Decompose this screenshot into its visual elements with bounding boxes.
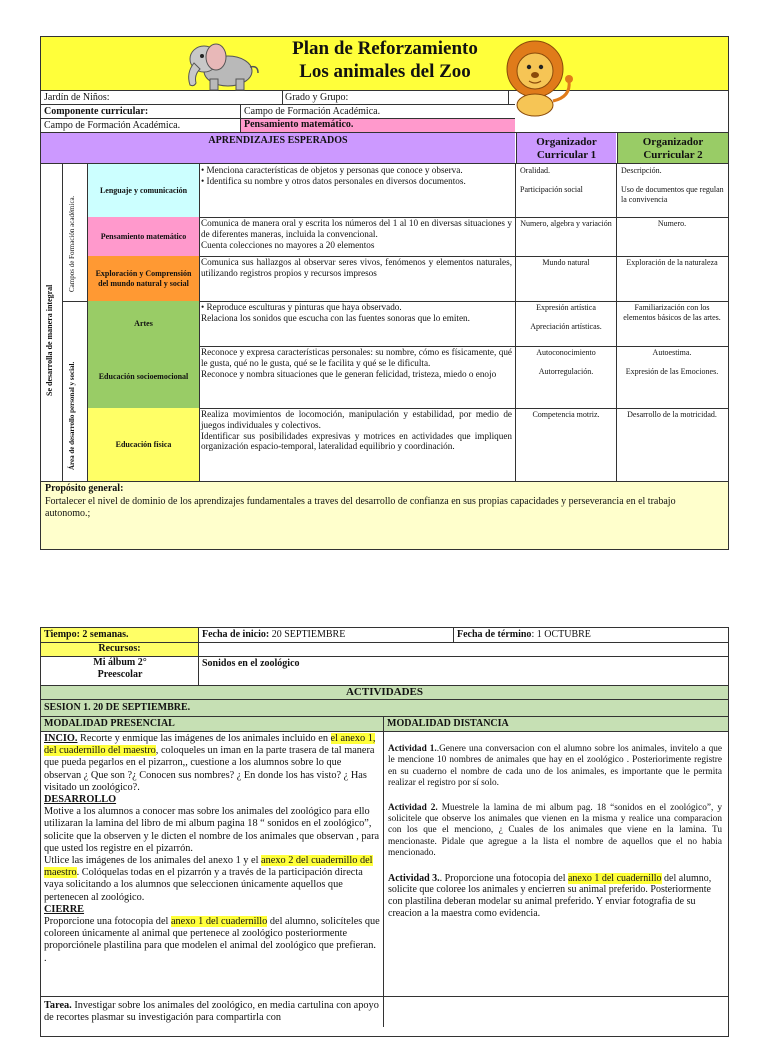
aprendizaje-text: Comunica sus hallazgos al observar seres vivos, fenómenos y elementos naturales, utilizando registros propios y recursos impresos (201, 257, 512, 278)
plan-title: Plan de Reforzamiento (292, 38, 478, 59)
campo-value: Campo de Formación Académica. (44, 120, 181, 131)
inicio-highlight: el anexo 1, del cuadernillo del maestro (44, 733, 376, 757)
divider (616, 217, 617, 256)
actividad3-text-b: del alumno, solicite que coloree los animales y encierren su animal preferido. Posteriormente con plastilina deberan modelar su animal preferido. Y enviar fotografia de su creacion a la maestra como evidencia. (388, 872, 712, 920)
proposito-text: Fortalecer el nivel de dominio de los aprendizajes fundamentales a traves del desarrollo de confianza en sus propias capacidades y perseverancia en el trabajo autonomo.; (45, 496, 676, 519)
inicio-title: INCIO. (44, 733, 78, 744)
divider (616, 301, 617, 346)
recursos-label: Recursos: (41, 643, 198, 656)
divider (515, 164, 516, 217)
org2-value: Desarrollo de la motricidad. (627, 410, 717, 419)
inicio-text-b: , coloqueles un iman en la parte trasera de tal manera que pueda pegarlos en el pizarron,, cuestione a los alumnos sobre lo que observan ¿ Que son ?¿ Conocen sus nombres? ¿ En donde los has visto? ¿ Has visitado un zoológico?. (44, 745, 375, 793)
fecha-termino (454, 628, 728, 642)
distancia-header: MODALIDAD DISTANCIA (384, 717, 728, 731)
area-cell (88, 164, 200, 217)
actividad3-title: Actividad 3. (388, 872, 440, 884)
divider (41, 996, 728, 997)
divider (616, 164, 617, 217)
componente-value: Campo de Formación Académica. (244, 106, 381, 117)
area-cell (88, 301, 200, 346)
plan-subtitle: Los animales del Zoo (299, 61, 471, 82)
jardin-label: Jardín de Niños: (44, 92, 110, 103)
area-label: Lenguaje y comunicación (99, 185, 188, 195)
sonidos-label: Sonidos en el zoológico (202, 658, 300, 669)
tiempo-label: Tiempo: 2 semanas. (41, 628, 198, 642)
org2-value: Descripción. Uso de documentos que regulan la convivencia (621, 166, 724, 204)
aprendizaje-text: Comunica de manera oral y escrita los números del 1 al 10 en diversas situaciones y de diferentes maneras, incluida la convencional. Cuenta colecciones no mayores a 20 elementos (201, 218, 512, 250)
grado-label: Grado y Grupo: (285, 92, 349, 103)
area-cell (88, 217, 200, 256)
actividades-header: ACTIVIDADES (41, 686, 728, 699)
divider (508, 91, 509, 104)
presencial-content (44, 733, 380, 965)
actividad3-highlight: anexo 1 del cuadernillo (567, 872, 662, 884)
pensamiento-value: Pensamiento matemático. (241, 119, 515, 132)
area-side-label: Área de desarrollo personal y social. (68, 361, 76, 470)
cierre-text-b: del alumno, solicíteles que coloreen únicamente al animal que pertenece al zoológico posteriormente proporciónele plastilina para que modelen el animal del zoológico que prefieran. . (44, 916, 380, 964)
desarrollo-title: DESARROLLO (44, 794, 117, 806)
desarrollo-highlight: anexo 2 del cuadernillo del maestro (44, 855, 373, 879)
fecha-inicio-value: 20 SEPTIEMBRE (269, 629, 346, 640)
divider (41, 104, 515, 105)
divider (63, 301, 88, 302)
org2-value: Exploración de la naturaleza (626, 258, 718, 267)
distancia-content (388, 744, 722, 920)
elephant-illustration (178, 37, 266, 91)
componente-label: Componente curricular: (44, 106, 149, 117)
desarrollo-text-b: . Colóquelas todas en el pizarrón y a través de la participación directa vaya solicitando a los alumnos que seleccionen únicamente aquellos que pertenecen al zoológico. (44, 867, 363, 903)
campos-side-label: Campos de Formación académica. (68, 195, 76, 292)
tarea-title: Tarea. (44, 1000, 72, 1011)
aprendizaje-text: • Menciona características de objetos y personas que conoce y observa. • Identifica su nombre y otros datos personales en diversos documentos. (201, 165, 466, 186)
fecha-termino-value: : 1 OCTUBRE (531, 629, 591, 640)
fecha-termino-label: Fecha de término (457, 629, 532, 640)
divider (515, 256, 516, 301)
outer-side-label: Se desarrolla de manera integral (45, 284, 54, 396)
presencial-header: MODALIDAD PRESENCIAL (41, 717, 383, 731)
area-label: Educación socioemocional (98, 372, 189, 382)
actividad1-text: .Genere una conversacion con el alumno sobre los animales, invitelo a que le mencione 10 nombres de animales que hay en el zoológico . Posteriorimente registre en su cuaderno el nombre de cada uno de los animales, es importante que le permita realizar el registro por sí solo. (388, 744, 722, 789)
area-label: Educación física (115, 439, 172, 449)
tarea-content (44, 1000, 380, 1024)
aprendizajes-header: APRENDIZAJES ESPERADOS (41, 133, 515, 163)
divider (515, 217, 516, 256)
divider (282, 91, 283, 104)
area-label: Pensamiento matemático (100, 231, 187, 241)
org2-value: Numero. (657, 219, 687, 228)
actividad2-title: Actividad 2. (388, 802, 438, 813)
area-cell (88, 346, 200, 408)
sesion-header: SESION 1. 20 DE SEPTIEMBRE. (41, 700, 728, 716)
cierre-title: CIERRE (44, 903, 85, 915)
area-cell (88, 256, 200, 301)
org1-value: Oralidad. Participación social (520, 166, 583, 194)
proposito-label: Propósito general: (45, 483, 124, 494)
divider (515, 408, 516, 481)
divider (41, 731, 728, 732)
actividad3-text-a: . Proporcione una fotocopia del (439, 872, 568, 884)
actividad2-text: Muestrele la lamina de mi album pag. 18 “sonidos en el zoológico”, y solicitele que observe los animales que vienen en la misma y realice una comparacion con los que el menciono, ¿ Cuales de los animales que viene en la lamina. Tu mencionaste. Pidale que agregue a la lista el nombre de aquellos que el no habia mencionado. (388, 802, 722, 859)
aprendizaje-text: Realiza movimientos de locomoción, manipulación y estabilidad, por medio de juegos individuales y colectivos. Identificar sus posibilidades expresivas y motrices en actividades que impliquen organización espacio-temporal, lateralidad equilibrio y coordinación. (201, 409, 512, 452)
fecha-inicio-label: Fecha de inicio: (202, 629, 270, 640)
aprendizaje-text: Reconoce y expresa características personales: su nombre, cómo es físicamente, qué le gusta, qué no le gusta, qué se le facilita y qué se le dificulta. Reconoce y nombra situaciones que le generan felicidad, tristeza, miedo o enojo (201, 347, 512, 379)
divider (616, 256, 617, 301)
org1-value: Competencia motriz. (532, 410, 600, 419)
tarea-text: Investigar sobre los animales del zoológico, en media cartulina con apoyo de recortes plasmar su investigación para compartirla con (44, 1000, 379, 1024)
album-label: Mi álbum 2° Preescolar (93, 657, 147, 680)
org1-value: Expresión artística Apreciación artísticas. (530, 303, 602, 331)
divider (616, 408, 617, 481)
org1-header: Organizador Curricular 1 (516, 133, 616, 163)
divider (515, 346, 516, 408)
cierre-highlight: anexo 1 del cuadernillo (170, 916, 268, 928)
fecha-inicio (199, 628, 453, 642)
divider (515, 301, 516, 346)
divider (616, 346, 617, 408)
aprendizaje-text: • Reproduce esculturas y pinturas que haya observado. Relaciona los sonidos que escucha con las fuentes sonoras que lo emiten. (201, 302, 470, 323)
area-cell (88, 408, 200, 481)
area-label: Artes (134, 318, 153, 328)
cierre-text-a: Proporcione una fotocopia del (44, 916, 171, 928)
area-label: Exploración y Comprensión del mundo natural y social (95, 269, 192, 288)
org2-value: Familiarización con los elementos básicos de las artes. (623, 303, 721, 322)
org1-value: Numero, algebra y variación (520, 219, 612, 228)
divider (383, 717, 384, 1027)
org1-value: Mundo natural (542, 258, 590, 267)
org2-header: Organizador Curricular 2 (617, 133, 728, 163)
inicio-text-a: Recorte y enmique las imágenes de los animales incluido en (77, 733, 331, 744)
org1-value: Autoconocimiento Autorregulación. (536, 348, 596, 376)
actividad1-title: Actividad 1. (388, 744, 437, 754)
org2-value: Autoestima. Expresión de las Emociones. (625, 348, 719, 376)
desarrollo-text-a: Motive a los alumnos a conocer mas sobre los animales del zoológico para ello utilizaran la lamina del libro de mi album pagina 18 “ sonidos en el zoológico”, solicite que la observen y le dicten el nombre de los animales que observan , para que usted los registre en el pizarrón. Utlice las imágenes de los animales del anexo 1 y el (44, 806, 380, 867)
